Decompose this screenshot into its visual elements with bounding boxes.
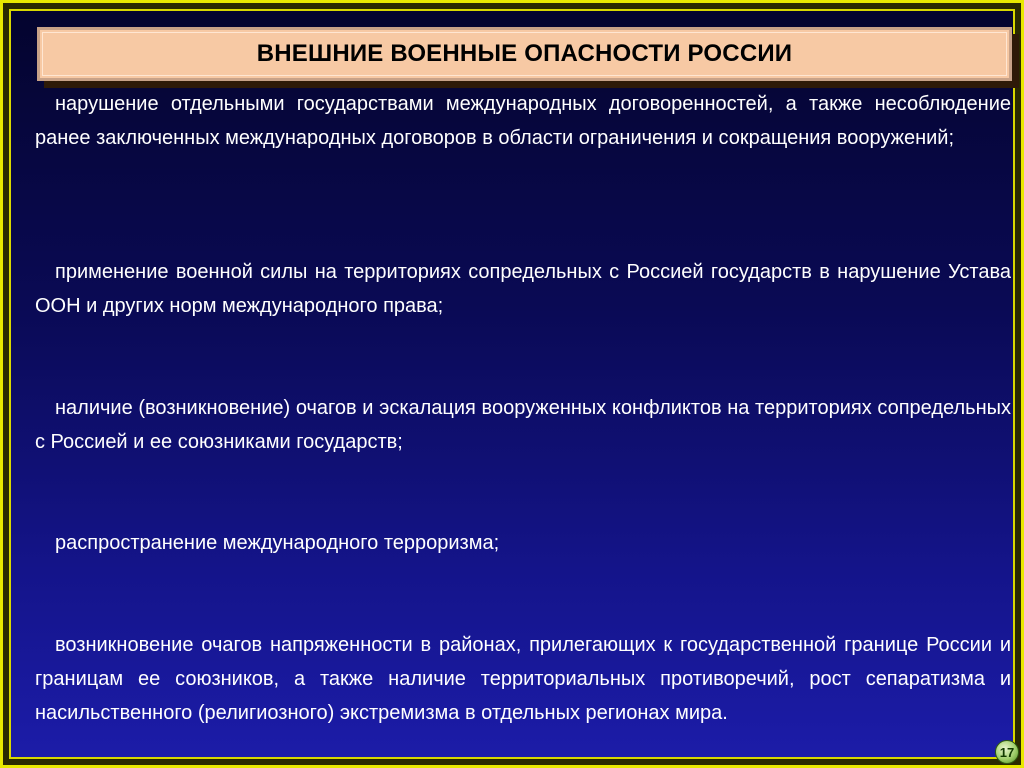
list-item: нарушение отдельными государствами международных договоренностей, а также несоблюдение ранее заключенных международных договоров в области ограничения и сокращения вооружений; — [35, 93, 1011, 149]
list-item: применение военной силы на территориях сопредельных с Россией государств в нарушение Устава ООН и других норм международного права; — [35, 261, 1011, 317]
slide-title: ВНЕШНИЕ ВОЕННЫЕ ОПАСНОСТИ РОССИИ — [256, 40, 793, 67]
page-number-badge[interactable]: 17 — [995, 740, 1019, 764]
list-item: наличие (возникновение) очагов и эскалация вооруженных конфликтов на территориях сопредельных с Россией и ее союзниками государств; — [35, 397, 1011, 453]
list-item: распространение международного терроризма; — [55, 532, 500, 554]
slide — [9, 9, 1015, 759]
title-box — [37, 27, 1012, 81]
list-item: возникновение очагов напряженности в районах, прилегающих к государственной границе России и границам ее союзников, а также наличие территориальных противоречий, рост сепаратизма и насильственного (религиозного) экстремизма в отдельных регионах мира. — [35, 634, 1011, 724]
